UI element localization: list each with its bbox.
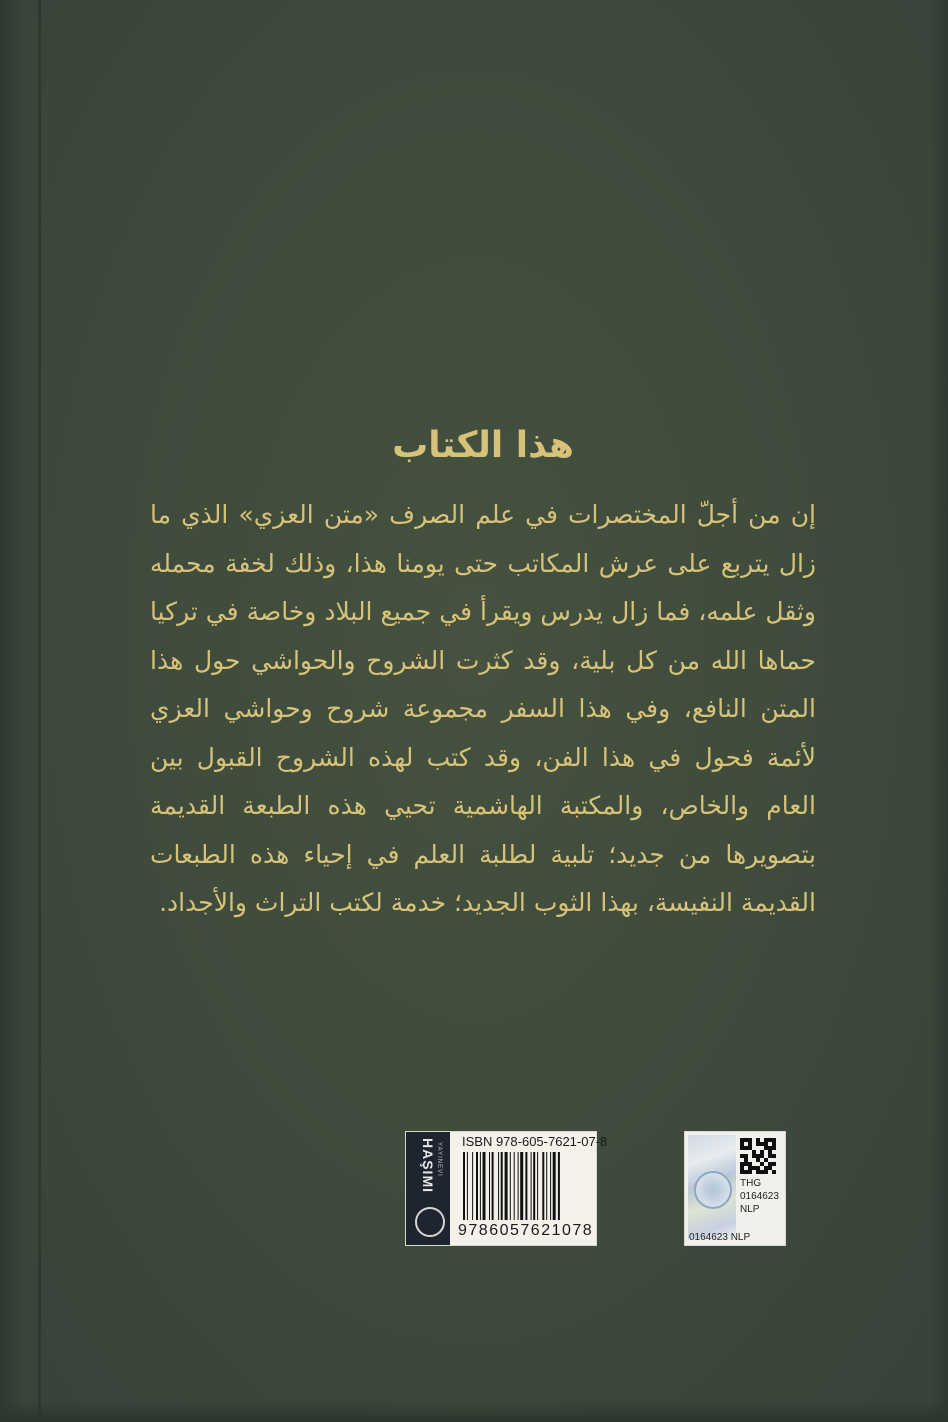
qr-module bbox=[744, 1138, 748, 1142]
qr-module bbox=[740, 1166, 744, 1170]
isbn-text: ISBN 978-605-7621-07-8 bbox=[462, 1134, 608, 1149]
qr-module bbox=[760, 1142, 764, 1146]
barcode-bar bbox=[501, 1152, 503, 1220]
qr-module bbox=[748, 1170, 752, 1174]
qr-module bbox=[772, 1162, 776, 1166]
qr-module bbox=[772, 1138, 776, 1142]
barcode-bar bbox=[472, 1152, 473, 1220]
qr-module bbox=[740, 1142, 744, 1146]
sticker-code-3: NLP bbox=[740, 1204, 760, 1215]
qr-module bbox=[768, 1150, 772, 1154]
barcode-bar bbox=[531, 1152, 532, 1220]
qr-module bbox=[740, 1154, 744, 1158]
barcode-bar bbox=[533, 1152, 535, 1220]
publisher-subtitle: YAYINEVI bbox=[436, 1142, 442, 1177]
hologram-emblem-icon bbox=[694, 1171, 732, 1209]
blurb-text: إن من أجلّ المختصرات في علم الصرف «متن العزي» الذي ما زال يتربع على عرش المكاتب حتى يومنا هذا، وذلك لخفة محمله وثقل علمه، فما زال يدرس ويقرأ في جميع البلاد وخاصة في تركيا حماها الله من كل بلية، وقد كثرت الشروح والحواشي حول هذا المتن النافع، وفي هذا السفر مجموعة شروح وحواشي العزي لأئمة فحول في هذا الفن، وقد كتب لهذه الشروح القبول بين العام والخاص، والمكتبة الهاشمية تحيي هذه الطبعة القديمة بتصويرها من جديد؛ تلبية لطلبة العلم في إحياء هذه الطبعات القديمة النفيسة، بهذا الثوب الجديد؛ خدمة لكتب التراث والأجداد. bbox=[150, 500, 816, 917]
barcode-bars bbox=[461, 1152, 589, 1220]
barcode-bar bbox=[550, 1152, 551, 1220]
qr-module bbox=[744, 1170, 748, 1174]
sticker-code-1: THG bbox=[740, 1178, 762, 1189]
qr-module bbox=[768, 1162, 772, 1166]
qr-module bbox=[740, 1138, 744, 1142]
barcode-bar bbox=[520, 1152, 523, 1220]
cover-edge-bottom bbox=[0, 1400, 948, 1422]
qr-module bbox=[748, 1146, 752, 1150]
barcode-bar bbox=[510, 1152, 511, 1220]
publisher-seal-icon bbox=[415, 1207, 445, 1237]
qr-module bbox=[760, 1162, 764, 1166]
qr-module bbox=[772, 1170, 776, 1174]
barcode-bar bbox=[542, 1152, 544, 1220]
qr-module bbox=[752, 1150, 756, 1154]
barcode-bar bbox=[546, 1152, 547, 1220]
qr-module bbox=[752, 1154, 756, 1158]
barcode-bar bbox=[463, 1152, 465, 1220]
qr-module bbox=[764, 1138, 768, 1142]
barcode-bar bbox=[525, 1152, 527, 1220]
barcode-bar bbox=[498, 1152, 499, 1220]
barcode-bar bbox=[553, 1152, 556, 1220]
qr-module bbox=[744, 1162, 748, 1166]
qr-module bbox=[756, 1170, 760, 1174]
publisher-name: HAŞIMI bbox=[420, 1138, 436, 1193]
isbn-barcode-label bbox=[405, 1131, 608, 1246]
qr-module bbox=[772, 1142, 776, 1146]
qr-module bbox=[756, 1142, 760, 1146]
qr-module bbox=[764, 1146, 768, 1150]
sticker-serial: 0164623 NLP bbox=[689, 1232, 751, 1243]
qr-module bbox=[748, 1142, 752, 1146]
qr-module bbox=[748, 1166, 752, 1170]
qr-module bbox=[756, 1154, 760, 1158]
qr-module bbox=[748, 1162, 752, 1166]
barcode-bar bbox=[480, 1152, 481, 1220]
barcode-bar bbox=[489, 1152, 490, 1220]
qr-module bbox=[768, 1166, 772, 1170]
barcode-bar bbox=[483, 1152, 486, 1220]
qr-module bbox=[760, 1154, 764, 1158]
qr-module bbox=[760, 1170, 764, 1174]
qr-module bbox=[764, 1166, 768, 1170]
blurb-title: هذا الكتاب bbox=[392, 425, 574, 466]
qr-module bbox=[744, 1146, 748, 1150]
hologram-seal bbox=[688, 1135, 736, 1239]
spine-crease bbox=[38, 0, 41, 1422]
barcode-bar bbox=[492, 1152, 494, 1220]
qr-module bbox=[744, 1154, 748, 1158]
sticker-code-2: 0164623 bbox=[740, 1191, 779, 1202]
security-sticker bbox=[684, 1131, 786, 1246]
qr-module bbox=[740, 1170, 744, 1174]
blurb-block bbox=[150, 415, 816, 928]
barcode-number: 9786057621078 bbox=[458, 1222, 594, 1239]
qr-module bbox=[764, 1142, 768, 1146]
cover-edge-right bbox=[930, 0, 948, 1422]
qr-module bbox=[748, 1138, 752, 1142]
qr-module bbox=[756, 1138, 760, 1142]
qr-module bbox=[764, 1158, 768, 1162]
qr-module bbox=[756, 1158, 760, 1162]
qr-module bbox=[740, 1146, 744, 1150]
barcode-bar bbox=[467, 1152, 468, 1220]
barcode-bar bbox=[558, 1152, 560, 1220]
qr-module bbox=[768, 1146, 772, 1150]
qr-module bbox=[772, 1146, 776, 1150]
qr-module bbox=[768, 1154, 772, 1158]
qr-module bbox=[772, 1154, 776, 1158]
qr-module bbox=[752, 1166, 756, 1170]
qr-module bbox=[744, 1158, 748, 1162]
qr-module bbox=[760, 1150, 764, 1154]
qr-module bbox=[756, 1166, 760, 1170]
barcode-bar bbox=[476, 1152, 478, 1220]
qr-code-icon bbox=[740, 1138, 776, 1174]
barcode-bar bbox=[505, 1152, 508, 1220]
barcode-bar bbox=[537, 1152, 538, 1220]
qr-module bbox=[740, 1162, 744, 1166]
barcode-bar bbox=[514, 1152, 515, 1220]
barcode-bar bbox=[518, 1152, 519, 1220]
qr-module bbox=[768, 1138, 772, 1142]
qr-module bbox=[764, 1170, 768, 1174]
publisher-logo bbox=[406, 1132, 450, 1245]
